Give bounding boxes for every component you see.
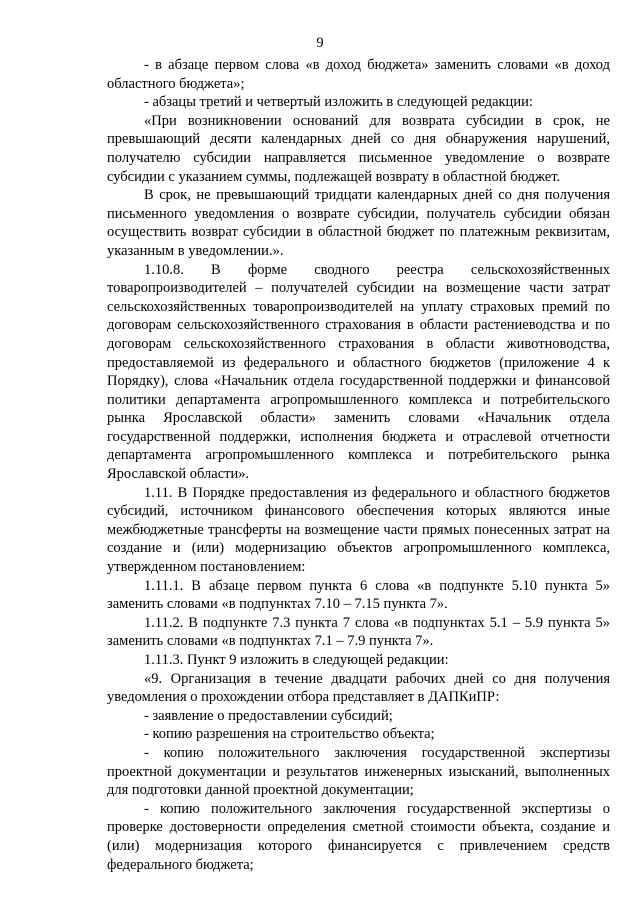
list-item: - копию разрешения на строительство объекта; bbox=[144, 726, 435, 743]
paragraph: В срок, не превышающий тридцати календарных дней со дня получения письменного уведомления о возврате субсидии, получатель субсидии обязан осуществить возврат субсидии в областной бюджет по платежным реквизитам, указанным в уведомлении.». bbox=[107, 187, 610, 259]
paragraph: «9. Организация в течение двадцати рабочих дней со дня получения уведомления о прохождении отбора представляет в ДАПКиПР: bbox=[107, 670, 610, 706]
paragraph: 1.11.1. В абзаце первом пункта 6 слова «в подпункте 5.10 пункта 5» заменить словами «в подпунктах 7.10 – 7.15 пункта 7». bbox=[107, 577, 610, 613]
page-number: 9 bbox=[316, 35, 324, 51]
paragraph: - в абзаце первом слова «в доход бюджета» заменить словами «в доход областного бюджета»; bbox=[107, 57, 610, 92]
paragraph: 1.10.8. В форме сводного реестра сельскохозяйственных товаропроизводителей – получателей субсидии на возмещение части затрат сельскохозяйственных товаропроизводителей на уплату страховых премий по договорам сельскохозяйственного страхования в области растениеводства и по договорам сельскохозяйственного страхования в области животноводства, предоставляемой из федерального и областного бюджетов (приложение 4 к Порядку), слова «Начальник отдела государственной поддержки и финансовой политики департамента агропромышленного комплекса и потребительского рынка Ярославской области» заменить словами «Начальник отдела государственной поддержки, исполнения бюджета и отраслевой отчетности департамента агропромышленного комплекса и потребительского рынка Ярославской области». bbox=[107, 261, 610, 483]
list-item: - копию положительного заключения государственной экспертизы проектной документации и результатов инженерных изысканий, выполненных для подготовки данной проектной документации; bbox=[107, 744, 610, 799]
paragraph: 1.11.2. В подпункте 7.3 пункта 7 слова «в подпунктах 5.1 – 5.9 пункта 5» заменить словами «в подпунктах 7.1 – 7.9 пункта 7». bbox=[107, 614, 610, 650]
document-body bbox=[107, 56, 610, 874]
paragraph: 1.11.3. Пункт 9 изложить в следующей редакции: bbox=[144, 652, 449, 668]
paragraph: «При возникновении оснований для возврата субсидии в срок, не превышающий десяти календарных дней со дня обнаружения нарушений, получателю субсидии направляется письменное уведомление о возврате субсидии с указанием суммы, подлежащей возврату в областной бюджет. bbox=[107, 112, 610, 185]
paragraph: - абзацы третий и четвертый изложить в следующей редакции: bbox=[144, 94, 533, 111]
paragraph: 1.11. В Порядке предоставления из федерального и областного бюджетов субсидий, источником финансового обеспечения которых являются иные межбюджетные трансферты на возмещение части прямых понесенных затрат на создание и (или) модернизацию объектов агропромышленного комплекса, утвержденном постановлением: bbox=[107, 484, 610, 576]
list-item: - копию положительного заключения государственной экспертизы о проверке достоверности определения сметной стоимости объекта, создание и (или) модернизация которого финансируется с привлечением средств федерального бюджета; bbox=[107, 800, 610, 873]
list-item: - заявление о предоставлении субсидий; bbox=[144, 707, 393, 724]
